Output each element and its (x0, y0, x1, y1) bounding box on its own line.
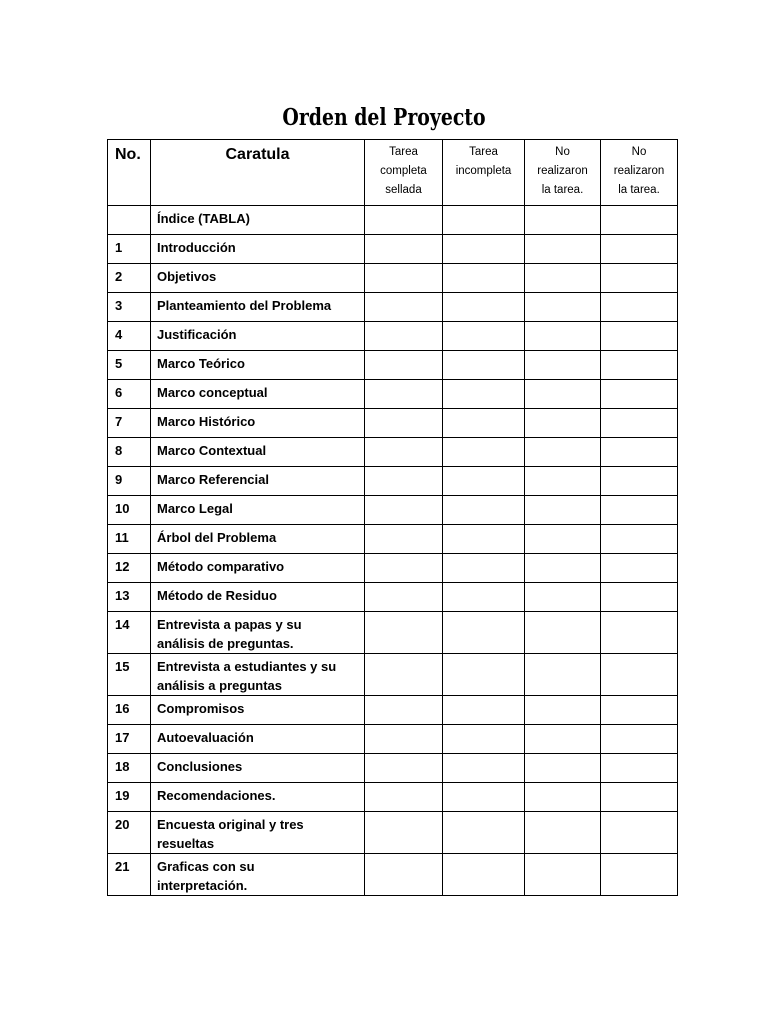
task-line: Graficas con su (157, 859, 255, 874)
task-line: interpretación. (157, 878, 248, 893)
status-cell[interactable] (601, 467, 678, 496)
task-line: Objetivos (157, 269, 217, 284)
row-task (151, 467, 365, 496)
status-cell[interactable] (601, 612, 678, 654)
header-no-realizaron-2 (601, 140, 678, 206)
header-caratula: Caratula (151, 140, 365, 206)
status-cell[interactable] (525, 654, 601, 696)
table-row (108, 264, 678, 293)
status-cell[interactable] (525, 725, 601, 754)
status-cell[interactable] (525, 235, 601, 264)
header-line: Tarea (469, 146, 498, 158)
table-row (108, 812, 678, 854)
status-cell[interactable] (601, 351, 678, 380)
status-cell[interactable] (601, 496, 678, 525)
table-row (108, 206, 678, 235)
status-cell[interactable] (601, 264, 678, 293)
status-cell[interactable] (525, 322, 601, 351)
task-line: Marco Legal (157, 501, 233, 516)
row-number: 21 (108, 854, 151, 896)
status-cell[interactable] (443, 854, 525, 896)
task-line: Justificación (157, 327, 237, 342)
row-task (151, 854, 365, 896)
table-row (108, 235, 678, 264)
row-task (151, 380, 365, 409)
status-cell[interactable] (601, 696, 678, 725)
row-task (151, 235, 365, 264)
status-cell[interactable] (601, 583, 678, 612)
status-cell[interactable] (365, 583, 443, 612)
table-row (108, 322, 678, 351)
status-cell[interactable] (525, 525, 601, 554)
task-line: Marco Referencial (157, 472, 269, 487)
status-cell[interactable] (365, 409, 443, 438)
status-cell[interactable] (601, 654, 678, 696)
status-cell[interactable] (443, 206, 525, 235)
row-task (151, 438, 365, 467)
status-cell[interactable] (525, 467, 601, 496)
status-cell[interactable] (365, 725, 443, 754)
header-line: completa (380, 165, 427, 177)
status-cell[interactable] (601, 206, 678, 235)
status-cell[interactable] (601, 854, 678, 896)
status-cell[interactable] (443, 293, 525, 322)
status-cell[interactable] (443, 654, 525, 696)
task-line: Método de Residuo (157, 588, 277, 603)
row-number: 8 (108, 438, 151, 467)
status-cell[interactable] (365, 854, 443, 896)
task-line: Recomendaciones. (157, 788, 276, 803)
table-row (108, 293, 678, 322)
status-cell[interactable] (443, 322, 525, 351)
table-row (108, 409, 678, 438)
row-number: 14 (108, 612, 151, 654)
table-row (108, 854, 678, 896)
status-cell[interactable] (525, 409, 601, 438)
status-cell[interactable] (443, 612, 525, 654)
row-number: 2 (108, 264, 151, 293)
row-task (151, 812, 365, 854)
status-cell[interactable] (601, 525, 678, 554)
row-number: 13 (108, 583, 151, 612)
task-line: Introducción (157, 240, 236, 255)
task-line: Compromisos (157, 701, 245, 716)
status-cell[interactable] (601, 754, 678, 783)
table-row (108, 438, 678, 467)
status-cell[interactable] (365, 264, 443, 293)
status-cell[interactable] (443, 351, 525, 380)
table-body (108, 206, 678, 896)
row-task (151, 496, 365, 525)
row-number: 15 (108, 654, 151, 696)
status-cell[interactable] (443, 438, 525, 467)
row-task (151, 696, 365, 725)
status-cell[interactable] (525, 812, 601, 854)
row-number: 5 (108, 351, 151, 380)
row-number: 12 (108, 554, 151, 583)
row-number: 18 (108, 754, 151, 783)
table-row (108, 496, 678, 525)
status-cell[interactable] (443, 467, 525, 496)
status-cell[interactable] (525, 206, 601, 235)
row-task (151, 754, 365, 783)
row-number: 3 (108, 293, 151, 322)
table-row (108, 725, 678, 754)
status-cell[interactable] (601, 554, 678, 583)
row-number: 4 (108, 322, 151, 351)
row-number: 9 (108, 467, 151, 496)
task-line: Índice (TABLA) (157, 211, 250, 226)
status-cell[interactable] (525, 438, 601, 467)
row-task (151, 725, 365, 754)
status-cell[interactable] (601, 409, 678, 438)
status-cell[interactable] (601, 380, 678, 409)
task-line: Marco conceptual (157, 385, 268, 400)
table-row (108, 783, 678, 812)
row-number: 11 (108, 525, 151, 554)
header-no-realizaron-1 (525, 140, 601, 206)
task-line: Autoevaluación (157, 730, 254, 745)
table-row (108, 467, 678, 496)
row-number: 7 (108, 409, 151, 438)
status-cell[interactable] (443, 783, 525, 812)
table-row (108, 525, 678, 554)
status-cell[interactable] (443, 696, 525, 725)
header-line: sellada (385, 184, 422, 196)
status-cell[interactable] (601, 783, 678, 812)
status-cell[interactable] (365, 525, 443, 554)
row-task (151, 612, 365, 654)
status-cell[interactable] (525, 783, 601, 812)
header-line: realizaron (613, 165, 665, 177)
status-cell[interactable] (443, 812, 525, 854)
row-task (151, 554, 365, 583)
status-cell[interactable] (365, 696, 443, 725)
header-row (108, 140, 678, 206)
header-line: la tarea. (618, 184, 660, 196)
task-line: Marco Contextual (157, 443, 267, 458)
header-tarea-completa-sellada (365, 140, 443, 206)
status-cell[interactable] (525, 583, 601, 612)
row-task (151, 264, 365, 293)
table-row (108, 380, 678, 409)
task-line: Encuesta original y tres (157, 817, 304, 832)
status-cell[interactable] (365, 380, 443, 409)
row-task (151, 783, 365, 812)
row-number: 20 (108, 812, 151, 854)
status-cell[interactable] (365, 754, 443, 783)
header-line: Tarea (389, 146, 418, 158)
status-cell[interactable] (443, 583, 525, 612)
status-cell[interactable] (601, 235, 678, 264)
row-number: 17 (108, 725, 151, 754)
status-cell[interactable] (601, 322, 678, 351)
status-cell[interactable] (525, 496, 601, 525)
task-line: Entrevista a papas y su (157, 617, 302, 632)
status-cell[interactable] (443, 235, 525, 264)
task-line: Método comparativo (157, 559, 285, 574)
table-row (108, 351, 678, 380)
header-line: la tarea. (541, 184, 584, 196)
status-cell[interactable] (601, 438, 678, 467)
header-line: incompleta (455, 165, 512, 177)
row-number: 10 (108, 496, 151, 525)
row-task (151, 293, 365, 322)
row-task (151, 409, 365, 438)
status-cell[interactable] (525, 380, 601, 409)
header-line: realizaron (537, 165, 588, 177)
row-task (151, 206, 365, 235)
status-cell[interactable] (443, 409, 525, 438)
status-cell[interactable] (601, 293, 678, 322)
status-cell[interactable] (525, 854, 601, 896)
status-cell[interactable] (443, 496, 525, 525)
task-line: Árbol del Problema (157, 530, 277, 545)
status-cell[interactable] (365, 612, 443, 654)
table-row (108, 583, 678, 612)
status-cell[interactable] (525, 554, 601, 583)
row-number (108, 206, 151, 235)
status-cell[interactable] (443, 380, 525, 409)
status-cell[interactable] (525, 293, 601, 322)
status-cell[interactable] (365, 206, 443, 235)
status-cell[interactable] (365, 322, 443, 351)
task-line: análisis a preguntas (157, 678, 282, 693)
row-task (151, 654, 365, 696)
row-number: 16 (108, 696, 151, 725)
table-row (108, 696, 678, 725)
project-order-table (107, 139, 678, 896)
status-cell[interactable] (601, 812, 678, 854)
status-cell[interactable] (365, 654, 443, 696)
status-cell[interactable] (365, 293, 443, 322)
status-cell[interactable] (365, 496, 443, 525)
status-cell[interactable] (525, 612, 601, 654)
status-cell[interactable] (365, 351, 443, 380)
status-cell[interactable] (365, 812, 443, 854)
row-task (151, 525, 365, 554)
status-cell[interactable] (443, 264, 525, 293)
task-line: resueltas (157, 836, 215, 851)
status-cell[interactable] (365, 467, 443, 496)
header-line: No (555, 146, 570, 158)
header-line: No (631, 146, 647, 158)
document-title: Orden del Proyecto (282, 104, 486, 131)
table-row (108, 654, 678, 696)
task-line: Planteamiento del Problema (157, 298, 332, 313)
status-cell[interactable] (365, 235, 443, 264)
row-task (151, 583, 365, 612)
task-line: análisis de preguntas. (157, 636, 294, 651)
table-row (108, 554, 678, 583)
status-cell[interactable] (601, 725, 678, 754)
status-cell[interactable] (443, 525, 525, 554)
header-tarea-incompleta (443, 140, 525, 206)
status-cell[interactable] (365, 783, 443, 812)
task-line: Conclusiones (157, 759, 243, 774)
status-cell[interactable] (443, 754, 525, 783)
task-line: Marco Teórico (157, 356, 245, 371)
row-task (151, 351, 365, 380)
table-row (108, 612, 678, 654)
header-no: No. (108, 140, 151, 206)
row-task (151, 322, 365, 351)
status-cell[interactable] (443, 725, 525, 754)
row-number: 6 (108, 380, 151, 409)
task-line: Entrevista a estudiantes y su (157, 659, 337, 674)
row-number: 1 (108, 235, 151, 264)
status-cell[interactable] (365, 438, 443, 467)
status-cell[interactable] (525, 696, 601, 725)
status-cell[interactable] (525, 754, 601, 783)
task-line: Marco Histórico (157, 414, 256, 429)
status-cell[interactable] (525, 351, 601, 380)
row-number: 19 (108, 783, 151, 812)
status-cell[interactable] (443, 554, 525, 583)
status-cell[interactable] (365, 554, 443, 583)
status-cell[interactable] (525, 264, 601, 293)
table-row (108, 754, 678, 783)
